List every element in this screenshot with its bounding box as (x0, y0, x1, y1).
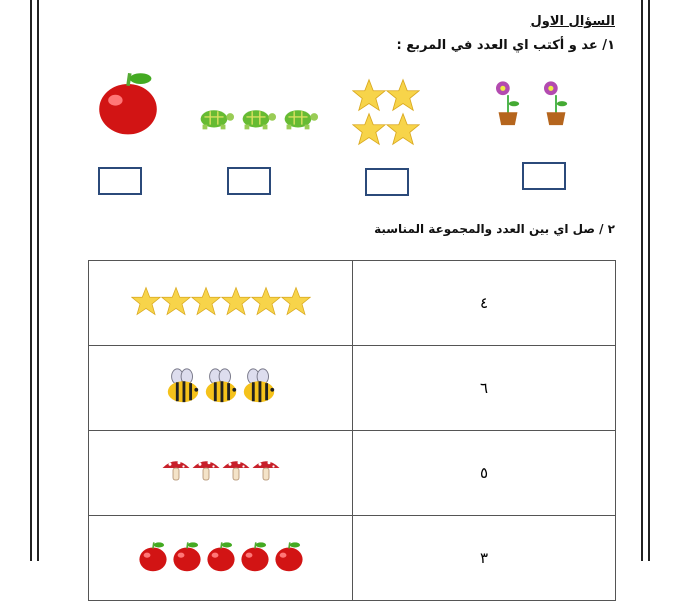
mushrooms-cell[interactable] (89, 431, 353, 516)
apples-cell[interactable] (89, 516, 353, 601)
mushroom-icon (221, 456, 251, 490)
star-icon (352, 112, 386, 146)
bee-icon (164, 367, 202, 409)
right-border-inner (641, 0, 643, 561)
apple-icon (136, 539, 170, 577)
flower-pot-icon (484, 78, 532, 126)
apple-icon (238, 539, 272, 577)
turtle-icon (193, 95, 235, 137)
turtle-icon (277, 95, 319, 137)
answer-box-apple[interactable] (98, 167, 142, 195)
flower-pot-group (484, 78, 589, 140)
star-icon (251, 286, 281, 320)
matching-table (88, 260, 616, 601)
number-cell[interactable]: ٤ (353, 261, 616, 346)
left-border (30, 0, 32, 561)
right-border (648, 0, 650, 561)
mushroom-icon (251, 456, 281, 490)
apple-icon (92, 66, 164, 138)
apple-icon (170, 539, 204, 577)
flower-pot-icon (532, 78, 580, 126)
star-icon (131, 286, 161, 320)
number-cell[interactable]: ٥ (353, 431, 616, 516)
star-icon (352, 78, 386, 112)
table-row (89, 516, 616, 601)
mushroom-icon (191, 456, 221, 490)
question-1: ١/ عد و أكتب اي العدد في المربع : (396, 38, 615, 53)
table-row (89, 346, 616, 431)
table-row (89, 261, 616, 346)
turtle-group (193, 95, 333, 130)
bee-icon (240, 367, 278, 409)
left-border-inner (37, 0, 39, 561)
number-cell[interactable]: ٣ (353, 516, 616, 601)
bee-icon (202, 367, 240, 409)
bees-cell[interactable] (89, 346, 353, 431)
table-row (89, 431, 616, 516)
apple-icon (204, 539, 238, 577)
number-cell[interactable]: ٦ (353, 346, 616, 431)
answer-box-turtle[interactable] (227, 167, 271, 195)
apple-group (92, 66, 167, 141)
turtle-icon (235, 95, 277, 137)
answer-box-flower[interactable] (522, 162, 566, 190)
star-icon (281, 286, 311, 320)
mushroom-icon (161, 456, 191, 490)
star-icon (221, 286, 251, 320)
star-icon (161, 286, 191, 320)
answer-box-star[interactable] (365, 168, 409, 196)
star-icon (386, 78, 420, 112)
star-icon (386, 112, 420, 146)
apple-icon (272, 539, 306, 577)
star-group (352, 78, 432, 148)
heading: السؤال الاول (530, 14, 615, 29)
stars-cell[interactable] (89, 261, 353, 346)
star-icon (191, 286, 221, 320)
question-2: ٢ / صل اي بين العدد والمجموعة المناسبة (374, 222, 615, 236)
